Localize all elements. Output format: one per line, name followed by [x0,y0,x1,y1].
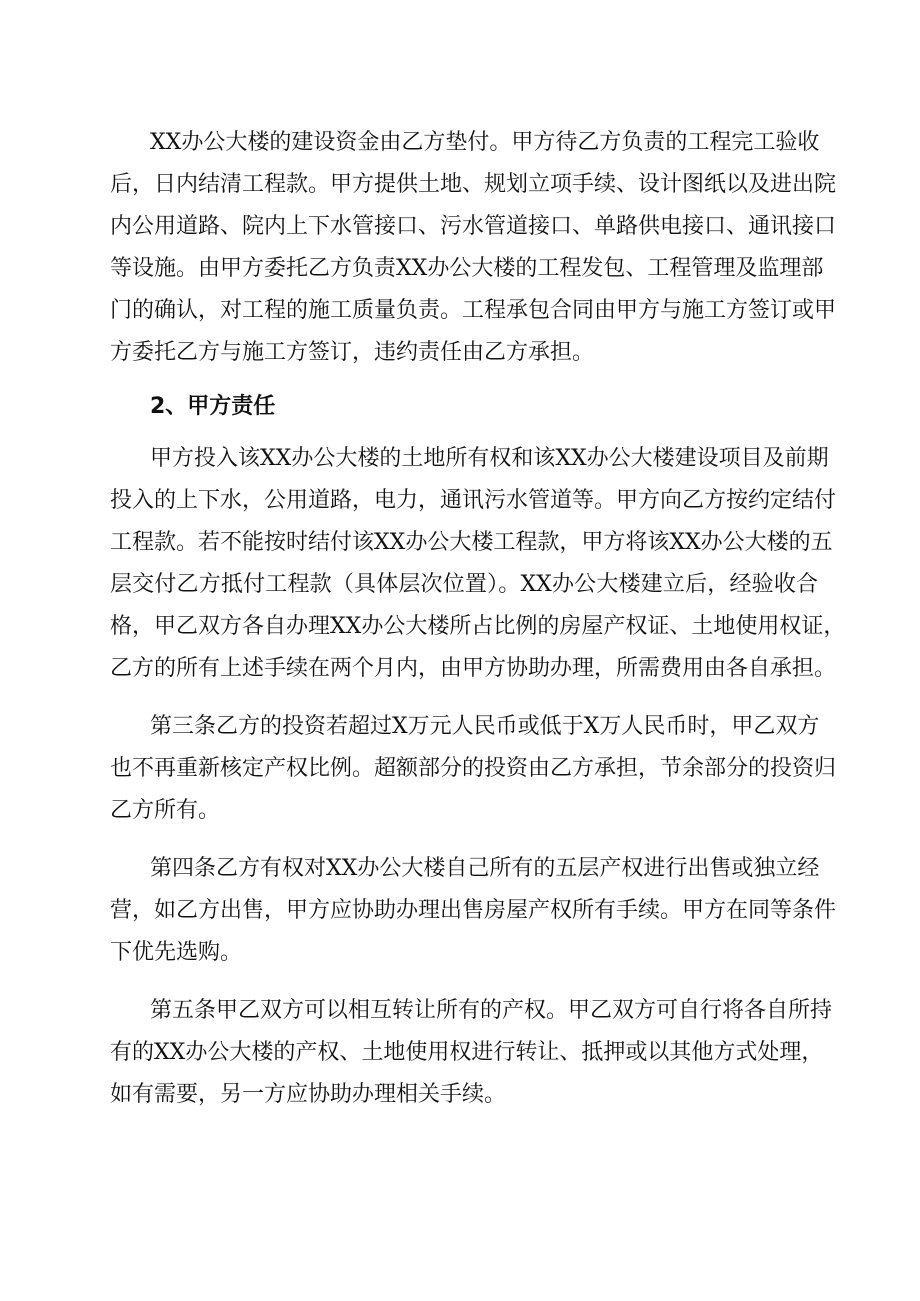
paragraph-line: 如有需要，另一方应协助办理相关手续。 [110,1082,507,1107]
paragraph-line: 也不再重新核定产权比例。超额部分的投资由乙方承担，节余部分的投资归 [110,756,837,781]
paragraph-line: 甲方投入该XX办公大楼的土地所有权和该XX办公大楼建设项目及前期 [150,446,829,471]
paragraph-line: 乙方所有。 [110,798,221,823]
paragraph-line: 营，如乙方出售，甲方应协助办理出售房屋产权所有手续。甲方在同等条件 [110,898,837,923]
paragraph-line: 层交付乙方抵付工程款（具体层次位置）。XX办公大楼建立后，经验收合 [110,572,818,597]
paragraph-article-3 [110,706,837,832]
paragraph-spacer [110,690,818,706]
paragraph-line: 方委托乙方与施工方签订，违约责任由乙方承担。 [110,340,595,365]
paragraph-line: 第四条乙方有权对XX办公大楼自己所有的五层产权进行出售或独立经 [150,856,820,881]
paragraph-line: 工程款。若不能按时结付该XX办公大楼工程款，甲方将该XX办公大楼的五 [110,530,833,555]
paragraph-line: 下优先选购。 [110,940,243,965]
paragraph-line: 乙方的所有上述手续在两个月内，由甲方协助办理，所需费用由各自承担。 [110,656,837,681]
paragraph-line: 门的确认，对工程的施工质量负责。工程承包合同由甲方与施工方签订或甲 [110,298,837,323]
paragraph-line: 有的XX办公大楼的产权、土地使用权进行转让、抵押或以其他方式处理， [110,1040,824,1065]
paragraph-spacer [110,974,818,990]
paragraph-line: 等设施。由甲方委托乙方负责XX办公大楼的工程发包、工程管理及监理部 [110,256,824,281]
document-body [110,122,846,1116]
paragraph-line: 内公用道路、院内上下水管接口、污水管道接口、单路供电接口、通讯接口 [110,214,837,239]
paragraph-line: 后，日内结清工程款。甲方提供土地、规划立项手续、设计图纸以及进出院 [110,172,837,197]
section-heading: 2、甲方责任 [150,394,276,419]
paragraph-line: 第三条乙方的投资若超过X万元人民币或低于X万人民币时，甲乙双方 [150,714,820,739]
paragraph-line: 第五条甲乙双方可以相互转让所有的产权。甲乙双方可自行将各自所持 [150,998,833,1023]
paragraph-article-4 [110,848,837,974]
paragraph-party-a-duties [110,438,846,690]
paragraph-line: 投入的上下水，公用道路，电力，通讯污水管道等。甲方向乙方按约定结付 [110,488,837,513]
paragraph-funding [110,122,837,374]
paragraph-article-5 [110,990,833,1116]
paragraph-line: XX办公大楼的建设资金由乙方垫付。甲方待乙方负责的工程完工验收 [150,130,820,155]
paragraph-line: 格，甲乙双方各自办理XX办公大楼所占比例的房屋产权证、土地使用权证， [110,614,846,639]
paragraph-spacer [110,832,818,848]
